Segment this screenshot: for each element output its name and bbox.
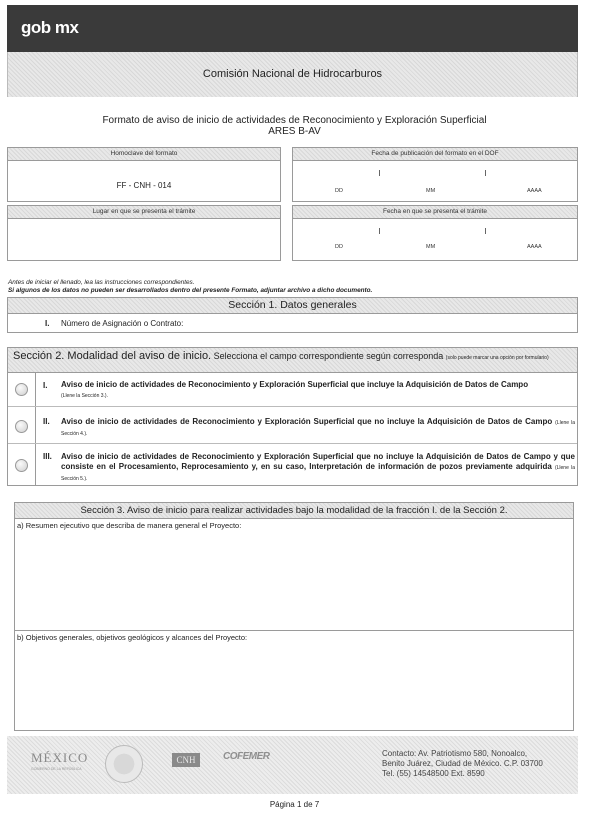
option-3-hint: (Llene la Sección 5.). <box>61 465 576 482</box>
agency-band <box>7 52 578 97</box>
lugar-label: Lugar en que se presenta el trámite <box>8 206 280 219</box>
option-2-radio[interactable] <box>15 420 28 433</box>
homoclave-label: Homoclave del formato <box>8 148 280 161</box>
option-3-radio[interactable] <box>15 459 28 472</box>
form-title <box>0 115 589 137</box>
form-title-line1: Formato de aviso de inicio de actividades de Reconocimiento y Exploración Superficial <box>102 115 487 126</box>
section2-note: (solo puede marcar una opción por formulario) <box>445 355 549 361</box>
section1-row <box>7 314 578 333</box>
cnh-logo <box>172 753 200 767</box>
dd-label: DD <box>335 188 343 194</box>
option-2-hint: (Llene la Sección 4.). <box>61 420 575 437</box>
option-2-text <box>61 417 575 439</box>
option-3-num: III. <box>43 452 52 461</box>
date-separator <box>485 170 486 176</box>
option-divider <box>8 443 577 444</box>
section3-a-label: a) Resumen ejecutivo que describa de manera general el Proyecto: <box>17 521 242 530</box>
option-1-radio[interactable] <box>15 383 28 396</box>
contrato-input[interactable] <box>208 316 573 330</box>
lugar-input[interactable] <box>8 220 280 260</box>
aaaa-label: AAAA <box>527 244 542 250</box>
mexico-logo <box>31 750 97 771</box>
homoclave-value: FF - CNH - 014 <box>116 181 172 190</box>
radio-column-divider <box>35 373 36 485</box>
instructions-line1: Antes de iniciar el llenado, lea las instrucciones correspondientes. <box>8 279 195 286</box>
footer-band <box>7 736 578 794</box>
fecha-dof-box <box>292 147 578 202</box>
mm-label: MM <box>426 188 436 194</box>
agency-name: Comisión Nacional de Hidrocarburos <box>202 68 383 80</box>
contact-line3: Tel. (55) 14548500 Ext. 8590 <box>382 769 485 778</box>
contact-line1: Contacto: Av. Patriotismo 580, Nonoalco, <box>382 749 528 758</box>
mexico-logo-text: MÉXICO <box>31 750 89 765</box>
instructions-line2: Si algunos de los datos no pueden ser desarrollados dentro del presente Formato, adjuntar archivo a dicho documento. <box>8 287 373 294</box>
mm-label: MM <box>426 244 436 250</box>
option-1-label: Aviso de inicio de actividades de Reconocimiento y Exploración Superficial que incluye la Adquisición de Datos de Campo <box>61 380 529 389</box>
dd-label: DD <box>335 244 343 250</box>
option-3-text <box>61 452 575 484</box>
section2-options <box>7 373 578 486</box>
section1-item-label: Número de Asignación o Contrato: <box>61 319 184 328</box>
section1-header <box>7 297 578 314</box>
gobmx-logo: gob mx <box>21 18 79 37</box>
instructions <box>8 279 372 295</box>
section3-header <box>14 502 574 519</box>
resumen-textarea[interactable] <box>15 531 573 630</box>
option-2-num: II. <box>43 417 50 426</box>
section3-b-label: b) Objetivos generales, objetivos geológicos y alcances del Proyecto: <box>17 633 248 642</box>
date-separator <box>485 228 486 234</box>
option-3-label: Aviso de inicio de actividades de Reconocimiento y Exploración Superficial que no incluye la Adquisición de Datos de Campo y que consiste en el Procesamiento, Reprocesamiento y, en su caso, Interpretación de información de pozos previamente adquirida <box>61 452 575 471</box>
aaaa-label: AAAA <box>527 188 542 194</box>
cofemer-logo <box>223 751 270 762</box>
cofemer-logo-text: COFEMER <box>223 751 270 762</box>
option-divider <box>8 406 577 407</box>
contact-block <box>382 749 543 779</box>
option-1-text <box>61 380 575 401</box>
objetivos-textarea[interactable] <box>15 643 573 730</box>
fecha-tramite-label: Fecha en que se presenta el trámite <box>293 206 577 219</box>
section2-title-rest: Selecciona el campo correspondiente según corresponda <box>211 351 446 361</box>
section2-title-main: Sección 2. Modalidad del aviso de inicio. <box>13 350 212 362</box>
section2-header <box>7 347 578 373</box>
date-separator <box>379 170 380 176</box>
section3-title: Sección 3. Aviso de inicio para realizar actividades bajo la modalidad de la fracción I. de la Sección 2. <box>80 505 508 516</box>
page-number: Página 1 de 7 <box>269 800 320 809</box>
form-title-line2: ARES B-AV <box>268 126 321 137</box>
option-2-label: Aviso de inicio de actividades de Reconocimiento y Exploración Superficial que no incluye la Adquisición de Datos de Campo <box>61 417 553 426</box>
mexico-logo-sub: GOBIERNO DE LA REPÚBLICA <box>31 767 82 771</box>
section3-b-box <box>14 631 574 731</box>
fecha-dof-label: Fecha de publicación del formato en el DOF <box>293 148 577 161</box>
homoclave-box <box>7 147 281 202</box>
fecha-tramite-box <box>292 205 578 261</box>
cnh-logo-text: CNH <box>176 755 196 765</box>
contact-line2: Benito Juárez, Ciudad de México. C.P. 03700 <box>382 759 543 768</box>
section2-title <box>8 348 577 363</box>
section1-item-num: I. <box>45 319 50 328</box>
option-1-hint: (Llene la Sección 3.). <box>61 393 108 399</box>
coat-of-arms-icon <box>105 745 143 783</box>
option-1-num: I. <box>43 381 48 390</box>
top-banner <box>7 5 578 52</box>
section3-a-box <box>14 519 574 631</box>
date-separator <box>379 228 380 234</box>
lugar-box <box>7 205 281 261</box>
section1-title: Sección 1. Datos generales <box>228 299 357 311</box>
